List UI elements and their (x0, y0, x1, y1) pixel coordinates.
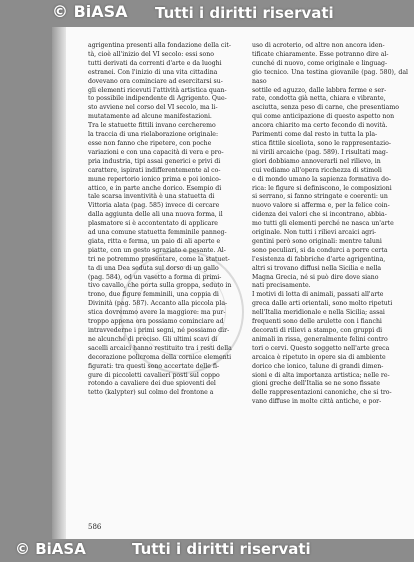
text-line: tificate chiaramente. Esse potranno dire al- (252, 50, 389, 58)
text-line: figurati: tra questi sono accertate delle fi- (88, 362, 220, 370)
text-line: dalla aggiunta delle ali una nuova forma, il (88, 211, 223, 219)
text-line: plasmatore si è accontentato di applicare (88, 220, 218, 228)
text-line: ad una comune statuetta femminile panneg- (88, 229, 227, 237)
text-line: frequenti sono delle arulette con i fianchi (252, 318, 382, 326)
text-line: sto avviene nel corso del VI secolo, ma li- (88, 104, 218, 112)
text-line: tà, cioè all'inizio del VI secolo: essi sono (88, 50, 214, 58)
text-line: esse non fanno che ripetere, con poche (88, 139, 212, 147)
text-line: qui come anticipazione di questo aspetto non (252, 113, 395, 121)
text-line: ne alcunché di preciso. Gli ultimi scavi di (88, 335, 218, 343)
text-line: dovevano ora cominciare ad esercitarsi su- (88, 77, 223, 85)
text-line: intravvederne i primi segni, né possiamo dir- (88, 327, 230, 334)
text-line: gli elementi ricevuti l'attività artistica quan- (88, 86, 227, 94)
text-line: to possibile indipendente di Agrigento. Que- (88, 95, 227, 103)
text-line: animali in rissa, generalmente felini contro (252, 335, 388, 343)
text-line: Parimenti come dal resto in tutta la pla- (252, 131, 378, 139)
watermark-slogan: Tutti i diritti riservati (155, 4, 334, 22)
text-line: altri si trovano diffusi nella Sicilia e nella (252, 264, 382, 272)
text-line: giata, ritta e ferma, un paio di ali aperte e (88, 237, 221, 245)
text-line: tri ne potremmo presentare, come la statuet- (88, 255, 230, 263)
text-line: si serrano, si fanno stringate e coerenti: un (252, 193, 388, 201)
text-line: stica dovremmo avere la maggiore: ma pur- (88, 309, 226, 317)
text-line: ancora chiarito ma certo fecondo di novità. (252, 122, 388, 130)
text-line: gioni greche dell'Italia se ne sono fissate (252, 380, 381, 388)
text-line: la traccia di una rielaborazione originale: (88, 131, 219, 139)
text-line: greca dalle arti orientali, sono molto ripetuti (252, 300, 393, 308)
text-line: tale scarsa inventività è una statuetta di (88, 193, 215, 201)
text-line: gentini però sono originali: mentre taluni (252, 237, 382, 245)
text-line: ni virili arcaiche (pag. 589). I risultati mag- (252, 148, 388, 156)
text-line: variazioni e con una capacità di vera e pro- (88, 148, 224, 156)
text-line: tutti derivati da correnti d'arte e da luoghi (88, 59, 222, 67)
text-line: dorico che ionico, talune di grandi dimen- (252, 362, 384, 370)
text-line: ta di una Dea seduta sul dorso di un gallo (88, 264, 219, 272)
text-line: Tra le statuette fittili invano cercheremo (88, 122, 216, 130)
watermark-slogan-bottom: Tutti i diritti riservati (132, 540, 311, 558)
text-line: gio tecnico. Una testina giovanile (pag. 580), dal naso (252, 68, 408, 85)
text-line: sacelli arcaici hanno restituito tra i resti della (88, 344, 232, 352)
text-line: trono, due figure femminili, una coppia di (88, 291, 219, 299)
text-line: Divinità (pag. 587). Accanto alla piccola pla- (88, 300, 228, 308)
text-line: sottile ed aguzzo, dalle labbra ferme e ser- (252, 86, 387, 94)
text-line: sioni e di alta importanza artistica; nelle re- (252, 371, 390, 379)
text-line: mune repertorio ionico prima e poi ionico- (88, 175, 221, 183)
text-line: tivo cavallo, che porta sulla groppa, seduto in (88, 282, 232, 290)
watermark-logo: © BiASA (52, 2, 128, 21)
text-line: pria industria, tipi assai generici e privi di (88, 157, 221, 165)
text-line: asciutta, senza peso di carne, che presentiamo (252, 104, 399, 112)
text-line: l'esistenza di fabbriche d'arte agrigentina, (252, 255, 386, 263)
text-line: mo tutti gli elementi perché ne nasca un'arte (252, 220, 394, 228)
text-line: carattere, ispirati indifferentemente al co- (88, 166, 221, 174)
text-line: I motivi di lotta di animali, passati all'arte (252, 291, 384, 299)
text-line: cui vediamo all'opera ricchezza di stimoli (252, 166, 382, 174)
text-line: estranei. Con l'inizio di una vita cittadina (88, 68, 218, 76)
text-line: sono peculiari, si da condurci a porre certa (252, 246, 388, 254)
text-line: attico, e in parte anche dorico. Esempio di (88, 184, 222, 192)
text-line: cunché di nuovo, come originale e linguag- (252, 59, 388, 67)
text-line: rate, condotta già netta, chiara e vibrante, (252, 95, 386, 103)
text-line: piatte, con un gesto sgraziato e pesante. Al- (88, 246, 226, 254)
text-line: e di mondo umano la sapienza formativa do- (252, 175, 391, 183)
text-line: (pag. 584), od un vasetto a forma di primi- (88, 273, 222, 281)
text-line: vano diffuse in molte città antiche, e por- (252, 398, 382, 406)
text-line: giori dobbiamo annoverarli nel rilievo, in (252, 157, 381, 165)
text-line: mutatamente ad alcune manifestazioni. (88, 113, 212, 121)
text-line: decorazione policroma della cornice elementi (88, 353, 232, 361)
text-line: decorati di rilievi a stampo, con gruppi di (252, 327, 383, 334)
text-line: rotondo a cavaliere dei due spioventi del (88, 380, 216, 388)
top-watermark (0, 0, 414, 26)
right-text-column (252, 42, 408, 512)
text-line: Magna Grecia, né si può dire dove siano (252, 273, 379, 281)
page-number: 586 (88, 523, 102, 531)
text-line: originale. Non tutti i rilievi arcaici agri- (252, 229, 377, 237)
watermark-logo-bottom: © BiASA (15, 540, 86, 558)
text-line: arcaica è ripetuto in opere sia di ambiente (252, 353, 386, 361)
page-gutter (52, 27, 66, 539)
text-line: tetto (kalypter) sul colmo del frontone a (88, 389, 214, 397)
text-line: cidenza dei valori che si incontrano, abbia- (252, 211, 387, 219)
text-line: delle rappresentazioni canoniche, che si tro- (252, 389, 392, 397)
text-line: gure di piccoletti cavalieri posti sul coppo (88, 371, 220, 379)
text-line: rica: le figure si definiscono, le composizioni (252, 184, 392, 192)
text-line: tori o cervi. Questo soggetto nell'arte greca (252, 344, 390, 352)
text-line: troppo appena ora possiamo cominciare ad (88, 318, 224, 326)
text-line: Vittoria alata (pag. 585) invece di cercare (88, 202, 220, 210)
left-text-column (88, 42, 244, 502)
text-line: agrigentina presenti alla fondazione della cit- (88, 42, 231, 49)
text-line: nati precisamente. (252, 282, 311, 290)
bottom-watermark (0, 536, 414, 562)
text-line: uso di acroterio, od altre non ancora iden- (252, 42, 385, 49)
text-line: nell'Italia meridionale e nella Sicilia; assai (252, 309, 385, 317)
text-line: stica fittile siceliota, sono le rappresentazio- (252, 139, 391, 147)
text-line: nuovo valore si afferma e, per la felice coin- (252, 202, 390, 210)
